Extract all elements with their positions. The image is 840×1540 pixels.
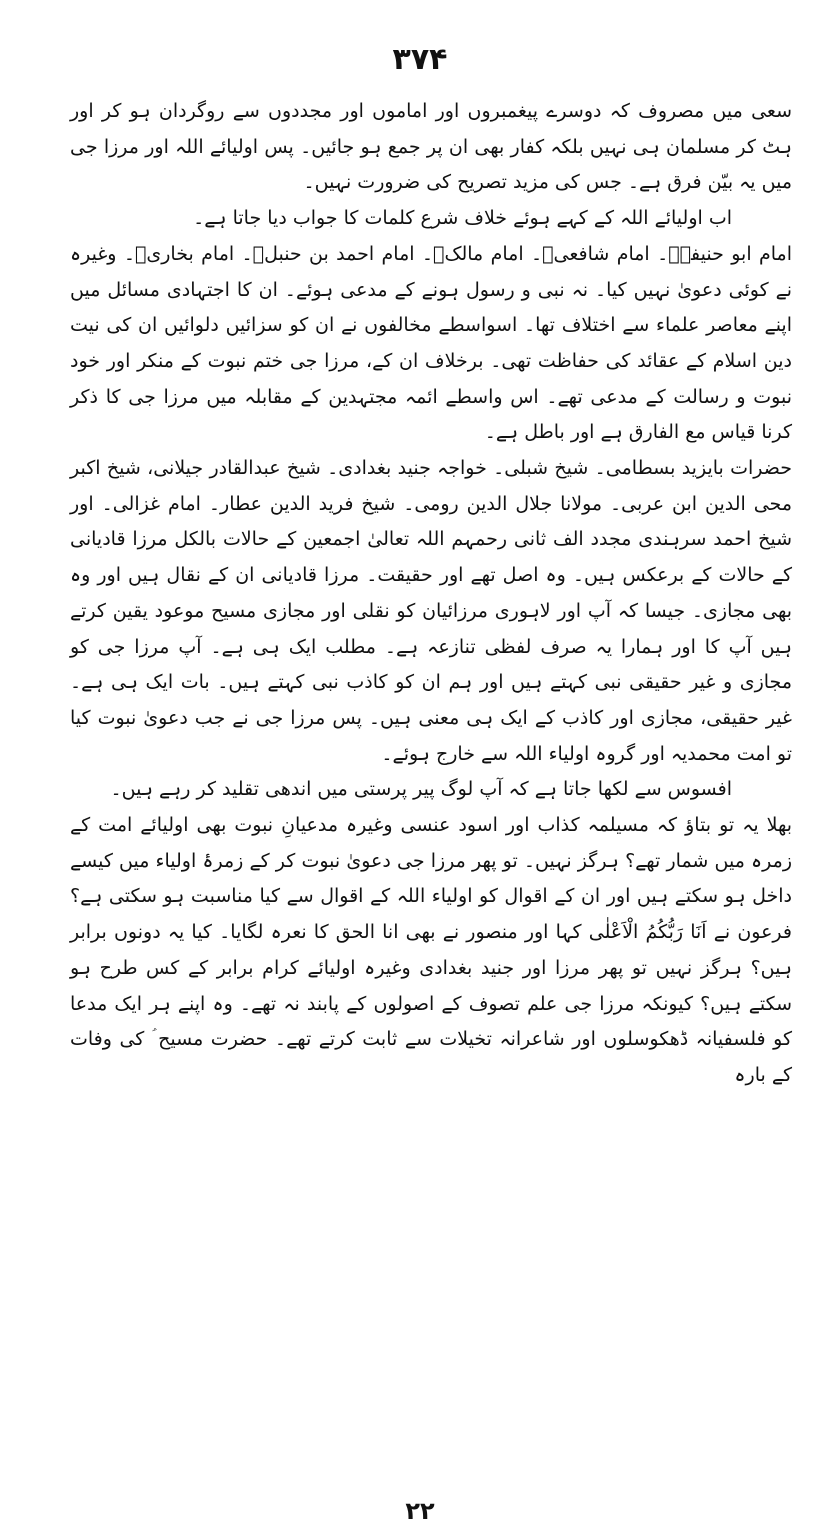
paragraph-1: سعی میں مصروف کہ دوسرے پیغمبروں اور اماموں اور مجددوں سے روگردان ہو کر اور ہٹ کر مسلمان ہی نہیں بلکہ کفار بھی ان پر جمع ہو جائیں۔ پس اولیائے اللہ اور مرزا جی میں یہ بیّن فرق ہے۔ جس کی مزید تصریح کی ضرورت نہیں۔ xyxy=(70,100,792,194)
paragraph-6: بھلا یہ تو بتاؤ کہ مسیلمہ کذاب اور اسود عنسی وغیرہ مدعیانِ نبوت بھی اولیائے امت کے زمرہ میں شمار تھے؟ ہرگز نہیں۔ تو پھر مرزا جی دعویٰ نبوت کر کے زمرۂ اولیاء میں کیسے داخل ہو سکتے ہیں اور ان کے اقوال کو اولیاء اللہ کے اقوال سے کیا مناسبت ہو سکتی ہے؟ فرعون نے اَنَا رَبُّکُمُ الْاَعْلٰی کہا اور منصور نے بھی انا الحق کا نعرہ لگایا۔ کیا یہ دونوں برابر ہیں؟ ہرگز نہیں تو پھر مرزا اور جنید بغدادی وغیرہ اولیائے کرام برابر کے کس طرح ہو سکتے ہیں؟ کیونکہ مرزا جی علم تصوف کے اصولوں کے پابند نہ تھے۔ وہ اپنے ہر ایک مدعا کو فلسفیانہ ڈھکوسلوں اور شاعرانہ تخیلات سے ثابت کرتے تھے۔ حضرت مسیح ؑ کی وفات کے بارہ xyxy=(70,814,792,1086)
paragraph-3: امام ابو حنیفہؒ۔ امام شافعیؒ۔ امام مالکؒ۔ امام احمد بن حنبلؒ۔ امام بخاریؒ۔ وغیرہ نے کوئی دعویٰ نہیں کیا۔ نہ نبی و رسول ہونے کے مدعی ہوئے۔ ان کا اجتہادی مسائل میں اپنے معاصر علماء سے اختلاف تھا۔ اسواسطے مخالفوں نے ان کو سزائیں دلوائیں ان کی نیت دین اسلام کے عقائد کی حفاظت تھی۔ برخلاف ان کے، مرزا جی ختم نبوت کے منکر اور خود نبوت و رسالت کے مدعی تھے۔ اس واسطے ائمہ مجتہدین کے مقابلہ میں مرزا جی کا ذکر کرنا قیاس مع الفارق ہے اور باطل ہے۔ xyxy=(70,242,792,444)
paragraph-5: افسوس سے لکھا جاتا ہے کہ آپ لوگ پیر پرستی میں اندھی تقلید کر رہے ہیں۔ xyxy=(110,778,732,801)
paragraph-2: اب اولیائے اللہ کے کہے ہوئے خلاف شرع کلمات کا جواب دیا جاتا ہے۔ xyxy=(193,207,732,230)
page-number-bottom: ۲۲ xyxy=(405,1497,435,1525)
paragraph-4: حضرات بایزید بسطامی۔ شیخ شبلی۔ خواجہ جنید بغدادی۔ شیخ عبدالقادر جیلانی، شیخ اکبر محی الدین ابن عربی۔ مولانا جلال الدین رومی۔ شیخ فرید الدین عطار۔ امام غزالی۔ اور شیخ احمد سرہندی مجدد الف ثانی رحمہم اللہ تعالیٰ اجمعین کے حالات بالکل مرزا قادیانی کے حالات کے برعکس ہیں۔ وہ اصل تھے اور حقیقت۔ مرزا قادیانی ان کے نقال ہیں اور وہ بھی مجازی۔ جیسا کہ آپ اور لاہوری مرزائیان کو نقلی اور مجازی مسیح موعود یقین کرتے ہیں آپ کا اور ہمارا یہ صرف لفظی تنازعہ ہے۔ مطلب ایک ہی ہے۔ آپ مرزا جی کو مجازی و غیر حقیقی نبی کہتے ہیں اور ہم ان کو کاذب نبی کہتے ہیں۔ بات ایک ہی ہے۔ غیر حقیقی، مجازی اور کاذب کے ایک ہی معنی ہیں۔ پس مرزا جی نے جب دعویٰ نبوت کیا تو امت محمدیہ اور گروہ اولیاء اللہ سے خارج ہوئے۔ xyxy=(70,457,792,765)
body-text xyxy=(70,94,792,1094)
page-number-top: ۳۷۴ xyxy=(392,42,448,77)
